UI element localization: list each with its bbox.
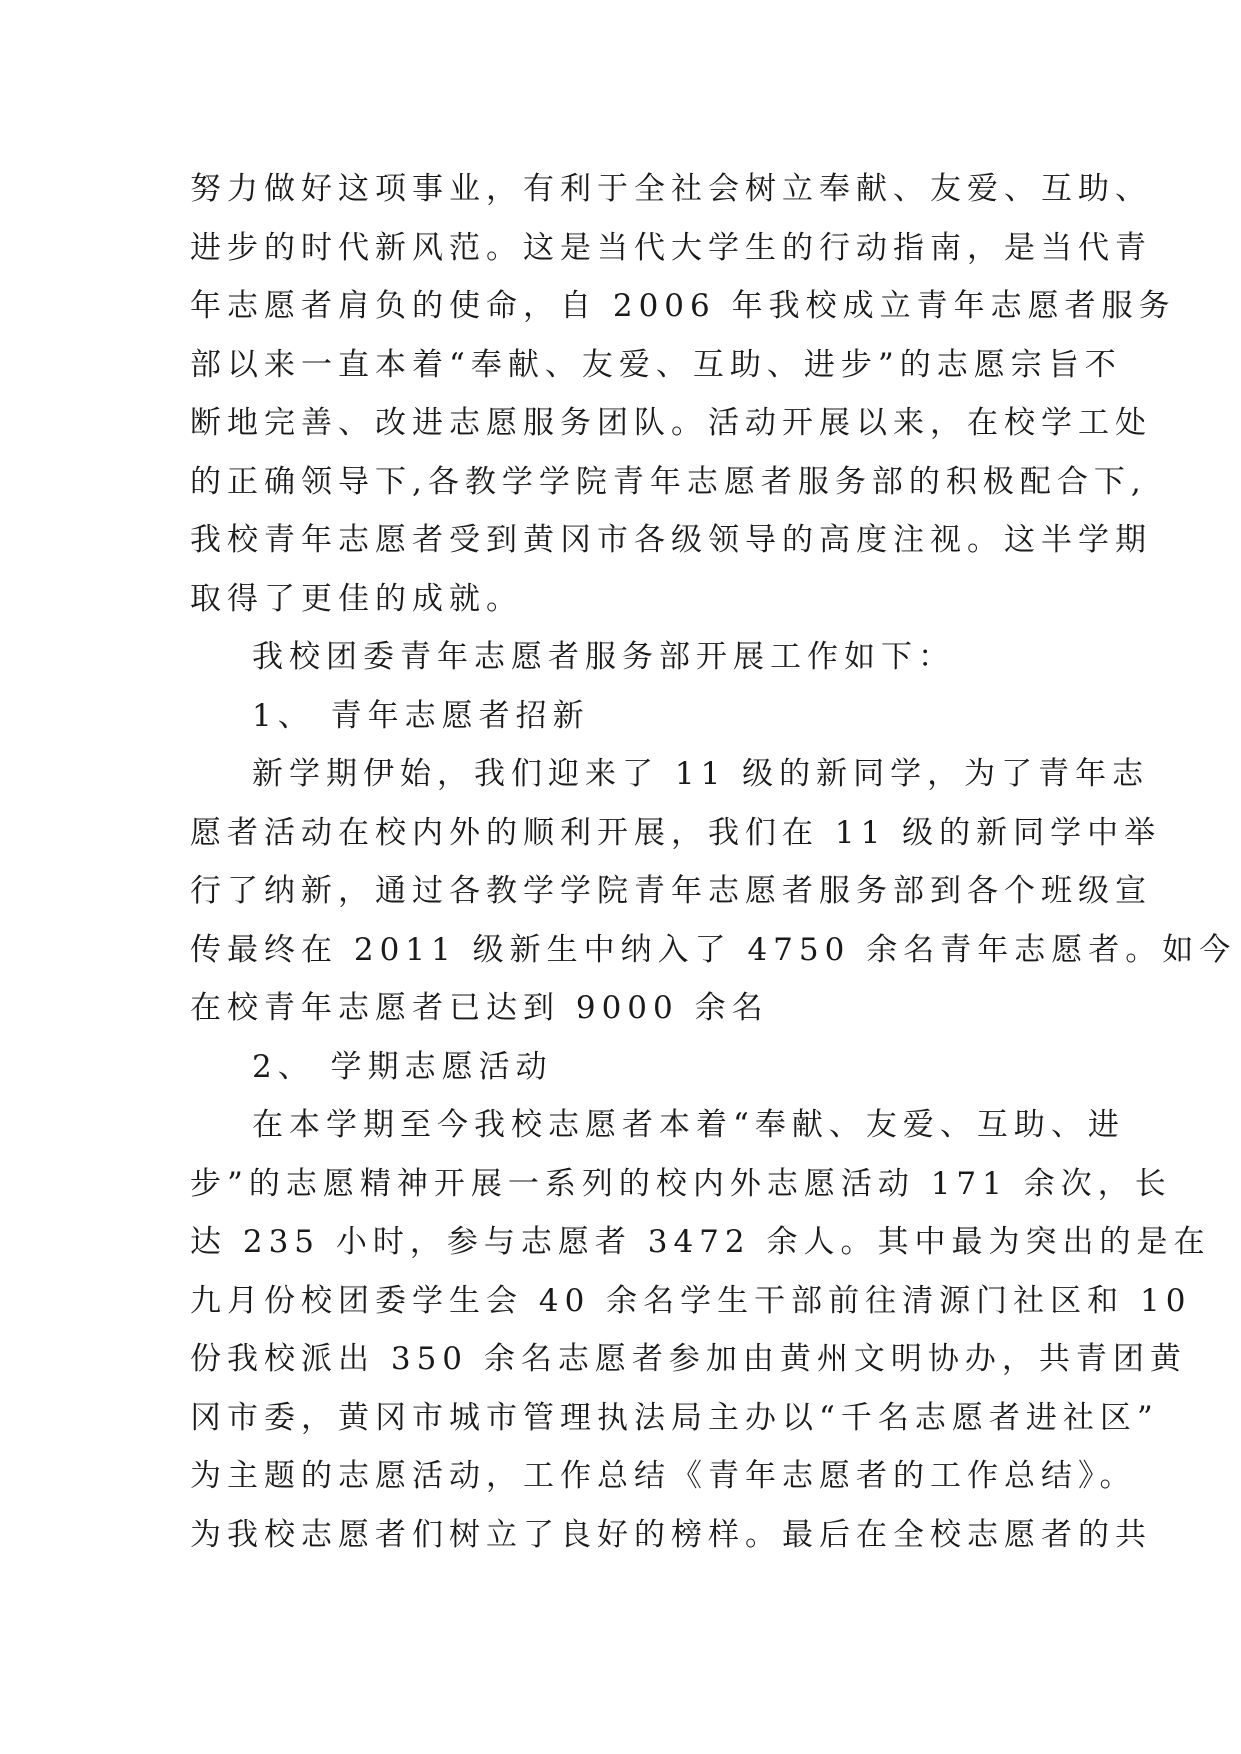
section-heading: 1、 青年志愿者招新 bbox=[252, 697, 590, 734]
paragraph-line: 年志愿者肩负的使命，自 2006 年我校成立青年志愿者服务 bbox=[190, 288, 1176, 324]
paragraph-line: 份我校派出 350 余名志愿者参加由黄州文明协办，共青团黄 bbox=[190, 1341, 1187, 1377]
paragraph-line: 断地完善、改进志愿服务团队。活动开展以来，在校学工处 bbox=[190, 405, 1152, 441]
paragraph-line: 传最终在 2011 级新生中纳入了 4750 余名青年志愿者。如今 bbox=[190, 931, 1237, 968]
paragraph-line: 在本学期至今我校志愿者本着“奉献、友爱、互助、进 bbox=[252, 1107, 1125, 1143]
section-heading: 2、 学期志愿活动 bbox=[252, 1048, 553, 1085]
paragraph-line: 的正确领导下,各教学学院青年志愿者服务部的积极配合下, bbox=[190, 463, 1147, 500]
paragraph-line: 冈市委，黄冈市城市管理执法局主办以“千名志愿者进社区” bbox=[190, 1399, 1159, 1436]
paragraph-line: 为主题的志愿活动，工作总结《青年志愿者的工作总结》。 bbox=[190, 1458, 1137, 1494]
paragraph-line: 为我校志愿者们树立了良好的榜样。最后在全校志愿者的共 bbox=[190, 1516, 1152, 1553]
paragraph-line: 我校团委青年志愿者服务部开展工作如下： bbox=[252, 639, 955, 675]
paragraph-line: 行了纳新，通过各教学学院青年志愿者服务部到各个班级宣 bbox=[190, 873, 1152, 909]
paragraph-line: 进步的时代新风范。这是当代大学生的行动指南，是当代青 bbox=[190, 229, 1152, 266]
paragraph-line: 九月份校团委学生会 40 余名学生干部前往清源门社区和 10 bbox=[190, 1282, 1192, 1319]
paragraph-line: 部以来一直本着“奉献、友爱、互助、进步”的志愿宗旨不 bbox=[190, 346, 1122, 383]
paragraph-line: 步”的志愿精神开展一系列的校内外志愿活动 171 余次，长 bbox=[190, 1165, 1172, 1202]
paragraph-line: 达 235 小时，参与志愿者 3472 余人。其中最为突出的是在 bbox=[190, 1224, 1211, 1260]
paragraph-line: 在校青年志愿者已达到 9000 余名 bbox=[190, 990, 769, 1026]
document-body bbox=[190, 160, 1237, 1564]
paragraph-line: 取得了更佳的成就。 bbox=[190, 580, 523, 617]
paragraph-line: 我校青年志愿者受到黄冈市各级领导的高度注视。这半学期 bbox=[190, 522, 1152, 558]
paragraph-line: 愿者活动在校内外的顺利开展，我们在 11 级的新同学中举 bbox=[190, 814, 1162, 851]
paragraph-line: 努力做好这项事业，有利于全社会树立奉献、友爱、互助、 bbox=[190, 171, 1152, 207]
paragraph-line: 新学期伊始，我们迎来了 11 级的新同学，为了青年志 bbox=[252, 756, 1150, 792]
